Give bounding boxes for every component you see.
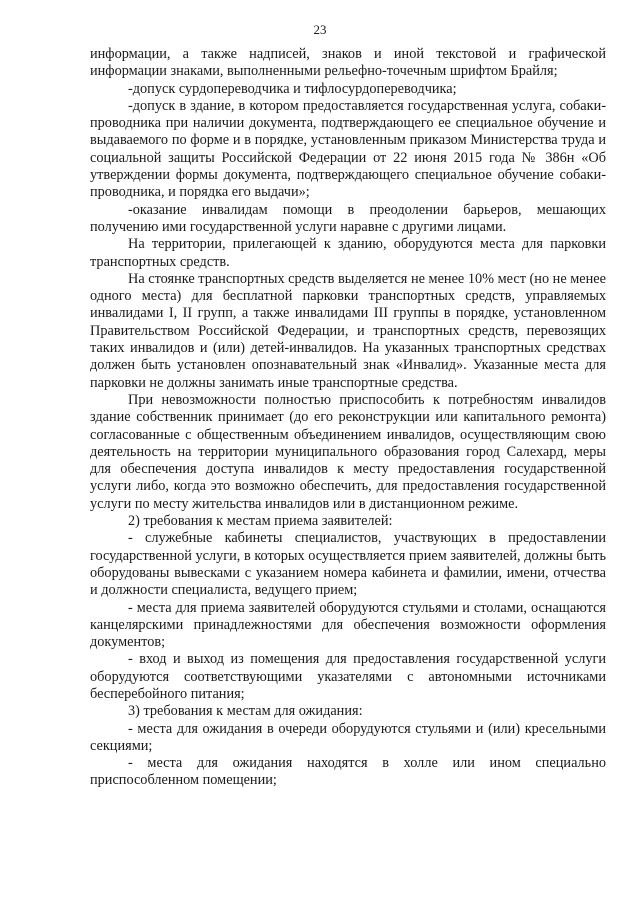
paragraph-4: -оказание инвалидам помощи в преодолении барьеров, мешающих получению ими государственной услуги наравне с другими лицами. bbox=[90, 201, 606, 235]
paragraph-13: - места для ожидания в очереди оборудуются стульями и (или) кресельными секциями; bbox=[90, 720, 606, 754]
paragraph-9: - служебные кабинеты специалистов, участвующих в предоставлении государственной услуги, в которых осуществляется прием заявителей, должны быть оборудованы вывесками с указанием номера кабинета и фамилии, имени, отчества и должности специалиста, ведущего прием; bbox=[90, 530, 606, 599]
page-number: 23 bbox=[313, 22, 327, 37]
paragraph-11: - вход и выход из помещения для предоставления государственной услуги оборудуются соответствующими указателями с автономными источниками бесперебойного питания; bbox=[90, 651, 606, 702]
paragraph-3: -допуск в здание, в котором предоставляется государственная услуга, собаки-проводника при наличии документа, подтверждающего ее специальное обучение и выдаваемого по форме и в порядке, установленным приказом Министерства труда и социальной защиты Российской Федерации от 22 июня 2015 года № 386н «Об утверждении формы документа, подтверждающего специальное обучение собаки-проводника, и порядка его выдачи»; bbox=[90, 97, 606, 201]
paragraph-1: информации, а также надписей, знаков и иной текстовой и графической информации знаками, выполненными рельефно-точечным шрифтом Брайля; bbox=[90, 46, 606, 80]
paragraph-6: На стоянке транспортных средств выделяется не менее 10% мест (но не менее одного места) для бесплатной парковки транспортных средств, управляемых инвалидами I, II групп, а также инвалидами III группы в порядке, установленном Правительством Российской Федерации, и транспортных средств, перевозящих таких инвалидов и (или) детей-инвалидов. На указанных транспортных средствах должен быть установлен опознавательный знак «Инвалид». Указанные места для парковки не должны занимать иные транспортные средства. bbox=[90, 270, 606, 391]
paragraph-2: -допуск сурдопереводчика и тифлосурдопереводчика; bbox=[128, 80, 457, 97]
paragraph-10: - места для приема заявителей оборудуются стульями и столами, оснащаются канцелярскими принадлежностями для обеспечения возможности оформления документов; bbox=[90, 599, 606, 651]
paragraph-5: На территории, прилегающей к зданию, оборудуются места для парковки транспортных средств. bbox=[90, 236, 606, 270]
document-body bbox=[90, 46, 606, 790]
paragraph-8: 2) требования к местам приема заявителей: bbox=[128, 513, 393, 530]
paragraph-14: - места для ожидания находятся в холле или ином специально приспособленном помещении; bbox=[90, 755, 606, 789]
paragraph-7: При невозможности полностью приспособить к потребностям инвалидов здание собственник принимает (до его реконструкции или капитального ремонта) согласованные с общественным объединением инвалидов, осуществляющим свою деятельность на территории муниципального образования город Салехард, меры для обеспечения доступа инвалидов к месту предоставления государственной услуги либо, когда это возможно обеспечить, для предоставления государственной услуги по месту жительства инвалидов или в дистанционном режиме. bbox=[90, 391, 606, 512]
paragraph-12: 3) требования к местам для ожидания: bbox=[128, 703, 363, 720]
